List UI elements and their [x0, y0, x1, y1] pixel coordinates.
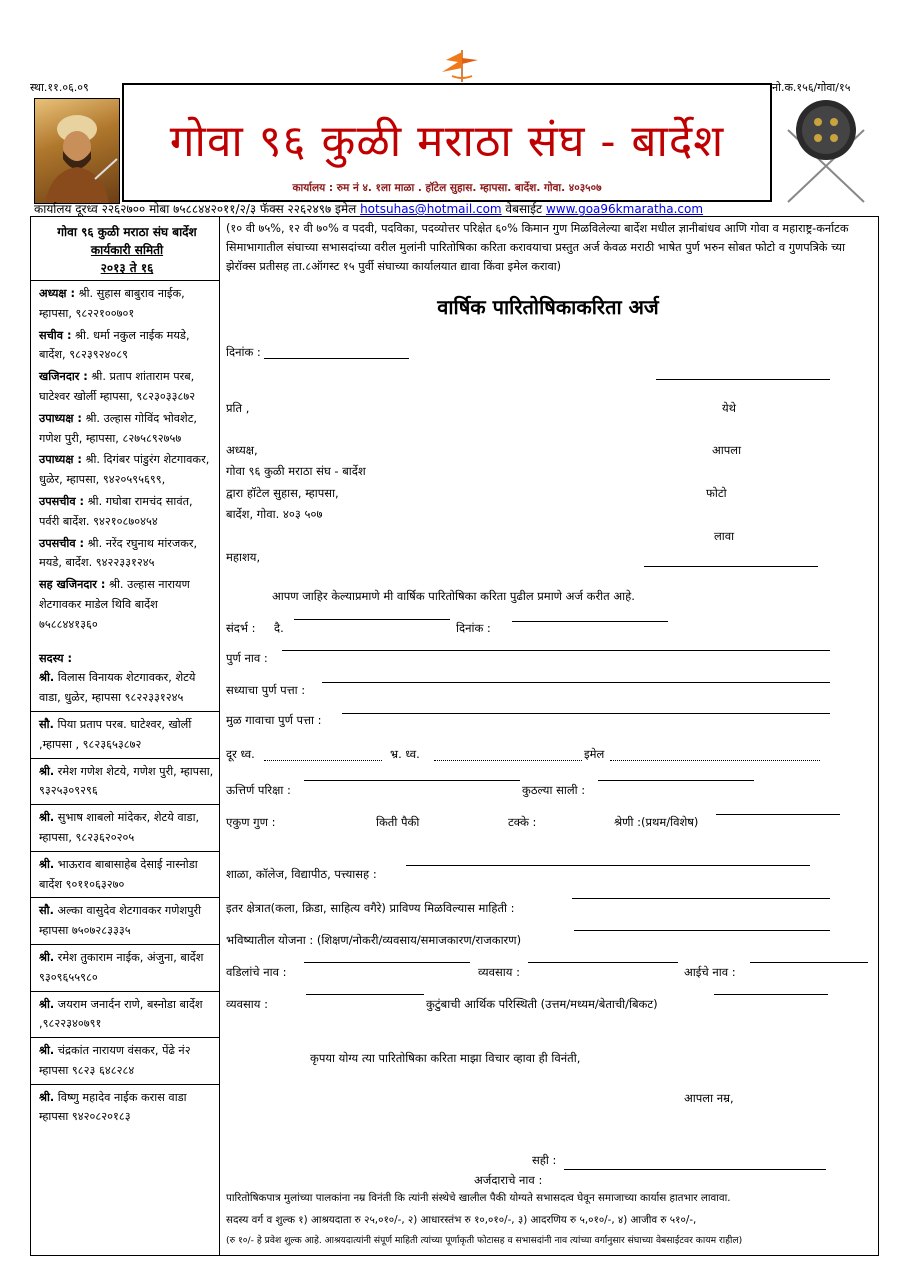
father-name-label: वडिलांचे नाव : [226, 965, 287, 979]
full-name-field[interactable] [282, 650, 830, 651]
officer-role: सह खजिनदार : [39, 578, 106, 592]
officer-entry [39, 534, 215, 574]
member-entry [39, 948, 215, 988]
officer-details: श्री. गघोबा रामचंद सावंत, पर्वरी बार्देश. ९४२१०८७०४५४ [39, 494, 193, 528]
member-role: श्री. [39, 811, 55, 825]
member-divider [31, 758, 219, 759]
officer-entry [39, 575, 215, 634]
phone-field[interactable] [264, 760, 382, 761]
member-role: श्री. [39, 997, 55, 1011]
title-banner [122, 83, 772, 202]
date-label: दिनांक : [226, 345, 261, 359]
officer-entry [39, 492, 215, 532]
organization-title: गोवा ९६ कुळी मराठा संघ - बार्देश [169, 116, 725, 167]
registration-number: स्था.११.०६.०९ [30, 81, 89, 94]
year-field[interactable] [598, 780, 754, 781]
member-role: सौ. [39, 717, 54, 731]
photo-box-text-2: आपला [712, 443, 742, 457]
member-role: श्री. [39, 671, 55, 685]
member-role: श्री. [39, 1090, 55, 1104]
member-details: रमेश गणेश शेटये, गणेश पुरी, म्हापसा, ९३२५३०९२९६ [39, 764, 214, 798]
phone-label: दूर ध्व. [226, 747, 255, 761]
eligibility-note: (१० वी ७५%, १२ वी ७०% व पदवी, पदविका, पदव्योत्तर परिक्षेत ६०% किमान गुण मिळविलेल्या बार्देश मधील ज्ञानीबांधव आणि गोवा व महाराष्ट्र-कर्नाटक सिमाभागातील संघाच्या सभासदांच्या वरील मुलांनी पारितोषिका करिता करावयाचा प्रस्तुत अर्ज केवळ मराठी भाषेत पुर्ण भरुन सोबत फोटो व गुणपत्रिके च्या झेरॉक्स प्रतीसह ता.८ऑगस्ट १५ पुर्वी संघाच्या कार्यालयात द्यावा किंवा इमेल करावा) [226, 222, 849, 273]
future-plans-label: भविष्यातील योजना : (शिक्षण/नोकरी/व्यवसाय/समाजकारण/राजकारण) [226, 933, 522, 947]
officer-role: उपसचीव : [39, 536, 85, 550]
father-business-field[interactable] [528, 962, 678, 963]
member-divider [31, 944, 219, 945]
percent-label: टक्के : [508, 815, 537, 829]
member-details: विलास विनायक शेटगावकर, शेटये वाडा, धुळेर, म्हापसा ९८२२३३१२४५ [39, 671, 196, 705]
officer-entry [39, 450, 215, 490]
reference-field[interactable] [294, 619, 450, 620]
mahashay: महाशय, [226, 550, 261, 564]
fee-footnote: (रु १०/- हे प्रवेश शुल्क आहे. आश्रयदात्यांनी संपूर्ण माहिती त्यांच्या पूर्णाकृती फोटासह व सभासदांनी नाव त्यांच्या वर्गानुसार संघाच्या वेबसाईटवर कायम राहील) [226, 1235, 743, 1246]
email-link[interactable]: hotsuhas@hotmail.com [360, 202, 502, 216]
officer-role: सचीव : [39, 328, 72, 342]
member-role: सौ. [39, 904, 54, 918]
father-business-label: व्यवसाय : [478, 965, 520, 979]
member-divider [31, 1037, 219, 1038]
officer-role: अध्यक्ष : [39, 287, 75, 300]
member-details: अल्का वासुदेव शेटगावकर गणेशपुरी म्हापसा ७५०७२८३३३५ [39, 904, 202, 938]
other-achievement-label: इतर क्षेत्रात(कला, क्रिडा, साहित्य वगैरे) प्राविण्य मिळविल्यास माहिती : [226, 901, 515, 915]
member-role: श्री. [39, 950, 55, 964]
school-field[interactable] [406, 865, 810, 866]
members-heading: सदस्य : [39, 651, 73, 665]
member-role: श्री. [39, 764, 55, 778]
mother-name-label: आईचे नाव : [684, 965, 736, 979]
out-of-label: किती पैकी [376, 815, 420, 829]
year-label: कुठल्या साली : [522, 783, 586, 797]
member-entry [39, 762, 215, 802]
member-details: जयराम जनार्दन राणे, बस्नोडा बार्देश ,९८२२३४०७९१ [39, 997, 203, 1031]
reference-date-label: दिनांक : [456, 621, 491, 635]
full-name-label: पुर्ण नाव : [226, 651, 268, 665]
member-divider [31, 897, 219, 898]
mobile-field[interactable] [434, 760, 582, 761]
father-name-field[interactable] [304, 962, 470, 963]
officer-details: श्री. उल्हास गोविंद भोवशेट, गणेश पुरी, म्हापसा, ८२७५८९२७५७ [39, 411, 197, 445]
grade-label: श्रेणी :(प्रथम/विशेष) [614, 815, 699, 829]
committee-heading: गोवा ९६ कुळी मराठा संघ बार्देश [57, 225, 197, 239]
member-details: सुभाष शाबलो मांदेकर, शेटये वाडा, म्हापसा, ९८२३६२०२०५ [39, 811, 200, 844]
notification-number: नो.क.१५६/गोवा/१५ [772, 81, 851, 94]
committee-subheading: कार्यकारी समिती [90, 243, 164, 257]
photo-box-text-3: फोटो [706, 486, 727, 500]
officer-role: उपसचीव : [39, 494, 85, 508]
reference-label: संदर्भ : [226, 621, 256, 635]
to-line-4: बार्देश, गोवा. ४०३ ५०७ [226, 507, 323, 521]
officer-entry [39, 367, 215, 407]
exam-label: ऊत्तिर्ण परिक्षा : [226, 783, 291, 797]
reference-de: दै. [274, 621, 284, 635]
mother-name-field[interactable] [750, 962, 868, 963]
officer-list [39, 284, 215, 635]
website-label: वेबसाईट [501, 202, 546, 216]
officer-details: श्री. प्रताप शांताराम परब, घाटेश्वर खोर्ली म्हापसा, ९८२३०३३८७२ [39, 370, 196, 403]
current-address-field[interactable] [322, 682, 830, 683]
member-divider [31, 851, 219, 852]
member-details: विष्णु महादेव नाईक करास वाडा म्हापसा ९४२०८२०१८३ [39, 1090, 187, 1124]
photo-box-top [656, 379, 830, 380]
officer-details: श्री. नरेंद रघुनाथ मांरजकर, मयडे, बार्देश. ९४२२३३१२४५ [39, 536, 198, 570]
mother-business-label: व्यवसाय : [226, 997, 268, 1011]
committee-panel [30, 216, 220, 1256]
family-status-field[interactable] [714, 994, 828, 995]
to-line-2: गोवा ९६ कुळी मराठा संघ - बार्देश [226, 464, 366, 478]
date-field[interactable] [264, 358, 409, 359]
saffron-flag-icon [438, 44, 488, 82]
mobile-label: भ्र. ध्व. [390, 747, 420, 761]
form-title: वार्षिक पारितोषिकाकरिता अर्ज [437, 295, 659, 319]
member-entry [39, 901, 215, 941]
member-entry [39, 995, 215, 1035]
member-details: भाऊराव बाबासाहेब देसाई नास्नोडा बार्देश ९०११०६३२७० [39, 857, 198, 891]
member-entry [39, 715, 215, 755]
request-text: कृपया योग्य त्या पारितोषिका करिता माझा विचार व्हावा ही विनंती, [310, 1051, 581, 1065]
website-link[interactable]: www.goa96kmaratha.com [545, 202, 704, 216]
school-label: शाळा, कॉलेज, विद्यापीठ, पत्त्यासह : [226, 867, 377, 881]
contact-prefix: कार्यालय दूरध्व २२६२७०० मोबा ७५८८४४२०११/२/३ फॅक्स २२६२४९७ इमेल [34, 202, 361, 216]
officer-details: श्री. दिगंबर पांडुरंग शेटगावकर, धुळेर, म्हापसा, ९४२०५९५६९९, [39, 453, 210, 487]
officer-details: श्री. उल्हास नारायण शेटगावकर माडेल थिवि बार्देश ७५८८४४१३६० [39, 578, 190, 631]
officer-role: उपाध्यक्ष : [39, 411, 82, 425]
mother-business-field[interactable] [306, 994, 424, 995]
future-plans-field[interactable] [574, 930, 830, 931]
officer-role: खजिनदार : [39, 370, 88, 384]
photo-box-bottom [644, 566, 818, 567]
applicant-name-label: अर्जदाराचे नाव : [474, 1173, 543, 1187]
exam-field[interactable] [304, 780, 520, 781]
total-marks-label: एकुण गुण : [226, 815, 276, 829]
shield-swords-icon [778, 90, 874, 206]
to-line-1: अध्यक्ष, [226, 443, 258, 457]
member-entry [39, 808, 215, 848]
photo-box-text-4: लावा [714, 529, 735, 543]
yours-text: आपला नम्र, [684, 1091, 734, 1105]
current-address-label: सध्याचा पुर्ण पत्ता : [226, 683, 306, 697]
grade-field[interactable] [716, 814, 840, 815]
officer-details: श्री. धर्मा नकुल नाईक मयडे, बार्देश, ९८२३९२४०८९ [39, 328, 190, 362]
native-address-label: मुळ गावाचा पुर्ण पत्ता : [226, 713, 322, 727]
committee-term: २०१३ ते १६ [100, 261, 154, 275]
email-field[interactable] [610, 760, 820, 761]
member-entry [39, 1041, 215, 1081]
email-label: इमेल [584, 747, 605, 761]
member-role: श्री. [39, 857, 55, 871]
member-entry [39, 855, 215, 895]
other-achievement-field[interactable] [572, 898, 830, 899]
member-divider [31, 991, 219, 992]
applicant-name-field[interactable] [564, 1169, 826, 1170]
member-details: चंद्रकांत नारायण वंसकर, पेंढे नं२ म्हापसा ९८२३ ६४८२८४ [39, 1044, 191, 1077]
member-list [39, 668, 215, 1127]
member-details: रमेश तुकाराम नाईक, अंजुना, बार्देश ९३०९६५५९८० [39, 950, 204, 984]
officer-entry [39, 409, 215, 449]
signature-label: सही : [532, 1153, 557, 1167]
officer-entry [39, 326, 215, 366]
membership-note: पारितोषिकपात्र मुलांच्या पालकांना नम्र विनंती कि त्यांनी संस्थेचे खालील पैकी योग्यते सभासदत्व घेवून समाजाच्या कार्यास हातभार लावावा. [226, 1192, 731, 1204]
reference-date-field[interactable] [512, 621, 668, 622]
office-address: कार्यालय : रुम नं ४. १ला माळा . हॉटेल सुहास. म्हापसा. बार्देश. गोवा. ४०३५०७ [292, 182, 602, 194]
body-text: आपण जाहिर केल्याप्रमाणे मी वार्षिक पारितोषिका करिता पुढील प्रमाणे अर्ज करीत आहे. [272, 589, 635, 603]
membership-fees: सदस्य वर्ग व शुल्क १) आश्रयदाता रु २५,०१०/-, २) आधारस्तंभ रु १०,०१०/-, ३) आदरणिय रु ५,०१०/-, ४) आजीव रु ५१०/-, [226, 1214, 697, 1226]
member-details: पिया प्रताप परब. घाटेश्वर, खोर्ली ,म्हापसा , ९८२३६५३८७२ [39, 717, 192, 751]
officer-entry [39, 284, 215, 324]
member-divider [31, 1084, 219, 1085]
member-entry [39, 1088, 215, 1128]
to-line-3: द्वारा हॉटेल सुहास, म्हापसा, [226, 486, 339, 500]
member-entry [39, 668, 215, 708]
application-form [218, 216, 879, 1256]
native-address-field[interactable] [342, 713, 830, 714]
officer-details: श्री. सुहास बाबुराव नाईक, म्हापसा, ९८२२१००७०१ [39, 287, 185, 320]
member-role: श्री. [39, 1044, 55, 1058]
member-divider [31, 804, 219, 805]
shivaji-maharaj-portrait [34, 98, 120, 204]
photo-box-text-1: येथे [722, 401, 737, 415]
family-status-label: कुटुंबाची आर्थिक परिस्थिती (उत्तम/मध्यम/बेताची/बिकट) [426, 997, 658, 1011]
officer-role: उपाध्यक्ष : [39, 453, 82, 467]
prati-label: प्रति , [226, 401, 250, 415]
contact-line [34, 200, 884, 217]
member-divider [31, 711, 219, 712]
